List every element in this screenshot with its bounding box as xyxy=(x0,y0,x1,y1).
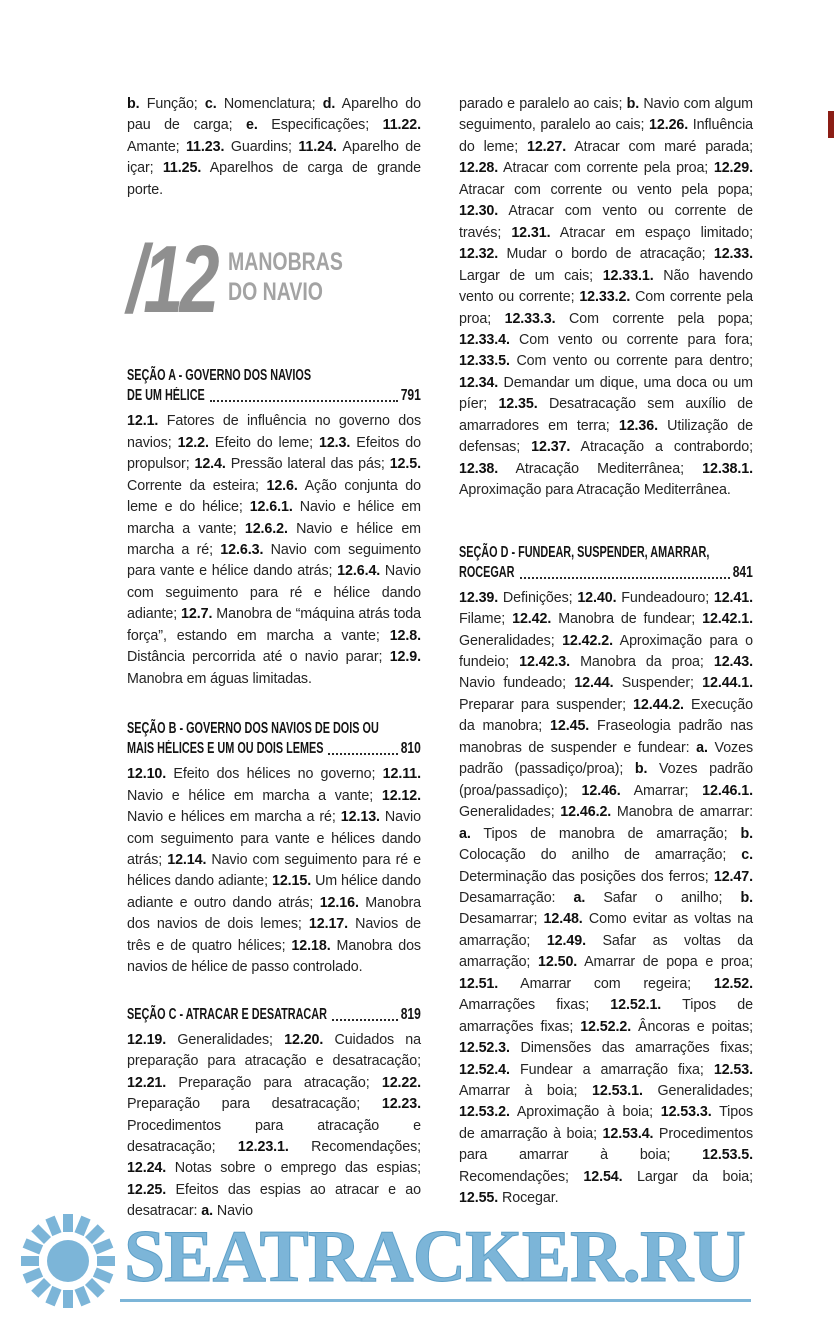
section-c-body: 12.19. Generalidades; 12.20. Cuidados na preparação para atracação e desatracação; 12.21. Preparação para atracação; 12.22. Preparação para desatracação; 12.23. Procedimentos para atracação e desatracação; 12.23.1. Recomendações; 12.24. Notas sobre o emprego das espias; 12.25. Efeitos das espias ao atracar e ao desatracar: a. Navio xyxy=(127,1031,421,1220)
sun-icon xyxy=(16,1209,120,1313)
watermark xyxy=(16,1209,751,1313)
section-d-page-number: 841 xyxy=(732,563,753,581)
dotted-leader xyxy=(328,753,397,755)
chapter-title-line1: MANOBRAS xyxy=(227,248,343,277)
intro-paragraph: b. Função; c. Nomenclatura; d. Aparelho do pau de carga; e. Especificações; 11.22. Amante; 11.23. Guardins; 11.24. Aparelho de içar; 11.25. Aparelhos de carga de grande porte. xyxy=(127,96,422,198)
section-b-heading-line1: SEÇÃO B - GOVERNO DOS NAVIOS DE DOIS OU xyxy=(127,720,379,738)
section-b-heading xyxy=(127,719,421,759)
section-a-body: 12.1. Fatores de influência no governo dos navios; 12.2. Efeito do leme; 12.3. Efeitos do propulsor; 12.4. Pressão lateral das pás; 12.5. Corrente da esteira; 12.6. Ação conjunta do leme e do hélice; 12.6.1. Navio e hélice em marcha a vante; 12.6.2. Navio e hélice em marcha a ré; 12.6.3. Navio com seguimento para vante e hélice dando atrás; 12.6.4. Navio com seguimento para ré e hélice dando adiante; 12.7. Manobra de “máquina atrás toda força”, estando em marcha a vante; 12.8. Distância percorrida até o navio parar; 12.9. Manobra em águas limitadas. xyxy=(127,413,421,687)
section-c-continuation: parado e paralelo ao cais; b. Navio com algum seguimento, paralelo ao cais; 12.26. Influência do leme; 12.27. Atracar com maré parada; 12.28. Atracar com corrente pela proa; 12.29. Atracar com corrente ou vento pela popa; 12.30. Atracar com vento ou corrente de través; 12.31. Atracar em espaço limitado; 12.32. Mudar o bordo de atracação; 12.33. Largar de um cais; 12.33.1. Não havendo vento ou corrente; 12.33.2. Com corrente pela proa; 12.33.3. Com corrente pela popa; 12.33.4. Com vento ou corrente para fora; 12.33.5. Com vento ou corrente para dentro; 12.34. Demandar um dique, uma doca ou um píer; 12.35. Desatracação sem auxílio de amarradores em terra; 12.36. Utilização de defensas; 12.37. Atracação a contrabordo; 12.38. Atracação Mediterrânea; 12.38.1. Aproximação para Atracação Mediterrânea. xyxy=(459,96,753,499)
section-a-heading-line2: DE UM HÉLICE xyxy=(127,387,205,405)
section-a-heading-line1: SEÇÃO A - GOVERNO DOS NAVIOS xyxy=(127,367,312,385)
dotted-leader xyxy=(210,400,398,402)
dotted-leader xyxy=(520,577,730,579)
section-c-heading xyxy=(127,1005,421,1025)
right-column xyxy=(459,94,753,1210)
section-d-body: 12.39. Definições; 12.40. Fundeadouro; 12.41. Filame; 12.42. Manobra de fundear; 12.42.1. Generalidades; 12.42.2. Aproximação para o fundeio; 12.42.3. Manobra da proa; 12.43. Navio fundeado; 12.44. Suspender; 12.44.1. Preparar para suspender; 12.44.2. Execução da manobra; 12.45. Fraseologia padrão nas manobras de suspender e fundear: a. Vozes padrão (passadiço/proa); b. Vozes padrão (proa/passadiço); 12.46. Amarrar; 12.46.1. Generalidades; 12.46.2. Manobra de amarrar: a. Tipos de manobra de amarração; b. Colocação do anilho de amarração; c. Determinação das posições dos ferros; 12.47. Desamarração: a. Safar o anilho; b. Desamarrar; 12.48. Como evitar as voltas na amarração; 12.49. Safar as voltas da amarração; 12.50. Amarrar de popa e proa; 12.51. Amarrar com regeira; 12.52. Amarrações fixas; 12.52.1. Tipos de amarrações fixas; 12.52.2. Âncoras e poitas; 12.52.3. Dimensões das amarrações fixas; 12.52.4. Fundear a amarração fixa; 12.53. Amarrar à boia; 12.53.1. Generalidades; 12.53.2. Aproximação à boia; 12.53.3. Tipos de amarração à boia; 12.53.4. Procedimentos para amarrar à boia; 12.53.5. Recomendações; 12.54. Largar da boia; 12.55. Rocegar. xyxy=(459,589,754,1207)
chapter-number: /12 xyxy=(127,226,216,334)
section-a-heading xyxy=(127,366,421,406)
chapter-header xyxy=(127,226,421,334)
dotted-leader xyxy=(332,1019,398,1021)
section-c-heading-line1: SEÇÃO C - ATRACAR E DESATRACAR xyxy=(127,1005,327,1023)
section-b-body: 12.10. Efeito dos hélices no governo; 12.11. Navio e hélice em marcha a vante; 12.12. Navio e hélices em marcha a ré; 12.13. Navio com seguimento para vante e hélices dando atrás; 12.14. Navio com seguimento para ré e hélices dando adiante; 12.15. Um hélice dando adiante e outro dando atrás; 12.16. Manobra dos navios de dois lemes; 12.17. Navios de três e de quatro hélices; 12.18. Manobra dos navios de hélice de passo controlado. xyxy=(127,766,421,976)
section-d-heading-line1: SEÇÃO D - FUNDEAR, SUSPENDER, AMARRAR, xyxy=(459,543,710,561)
watermark-text: SEATRACKER.RU xyxy=(120,1220,751,1302)
left-column xyxy=(127,94,421,1223)
section-b-heading-line2: MAIS HÉLICES E UM OU DOIS LEMES xyxy=(127,740,324,758)
chapter-title-line2: DO NAVIO xyxy=(227,278,323,307)
page-edge-mark xyxy=(828,111,834,138)
section-a-page-number: 791 xyxy=(400,387,421,405)
section-b-page-number: 810 xyxy=(400,740,421,758)
section-d-heading-line2: ROCEGAR xyxy=(459,563,515,581)
section-d-heading xyxy=(459,543,753,583)
section-c-page-number: 819 xyxy=(400,1005,421,1023)
chapter-title xyxy=(228,247,343,307)
